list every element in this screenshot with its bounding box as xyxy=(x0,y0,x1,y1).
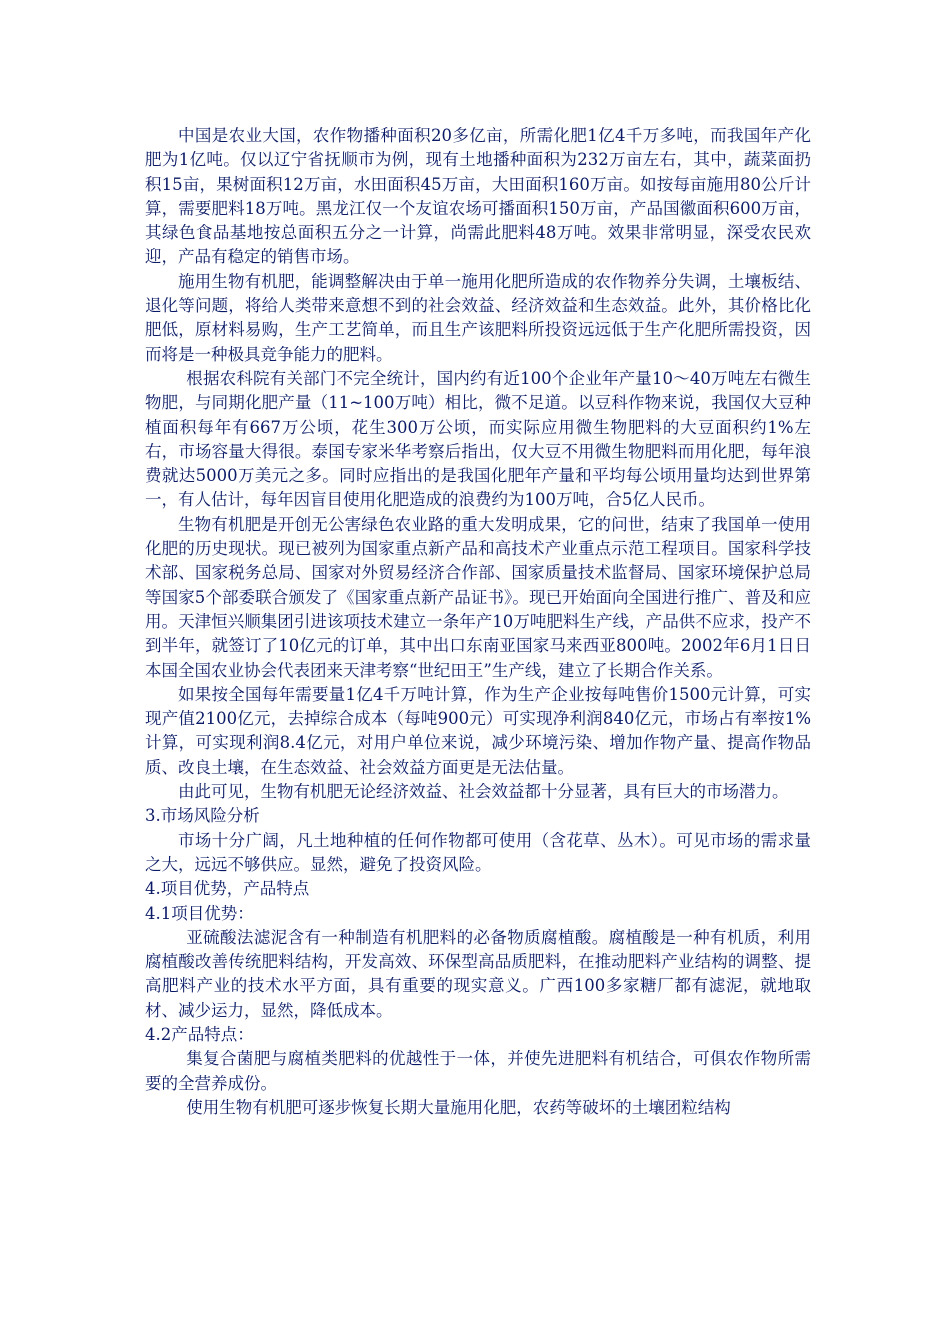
section-heading-project-advantages: 4.项目优势，产品特点 xyxy=(145,879,310,899)
paragraph-bio-fertilizer-benefits: 施用生物有机肥，能调整解决由于单一施用化肥所造成的农作物养分失调，土壤板结、退化等问题，将给人类带来意想不到的社会效益、经济效益和生态效益。此外，其价格比化肥低，原材料易购，生产工艺简单，而且生产该肥料所投资远远低于生产化肥所需投资，因而将是一种极具竞争能力的肥料。 xyxy=(145,271,811,364)
document-body xyxy=(145,124,811,1120)
paragraph-national-recognition: 生物有机肥是开创无公害绿色农业路的重大发明成果，它的问世，结束了我国单一使用化肥的历史现状。现已被列为国家重点新产品和高技术产业重点示范工程项目。国家科学技术部、国家税务总局、国家对外贸易经济合作部、国家质量技术监督局、国家环境保护总局等国家5个部委联合颁发了《国家重点新产品证书》。现已开始面向全国进行推广、普及和应用。天津恒兴顺集团引进该项技术建立一条年产10万吨肥料生产线，产品供不应求，投产不到半年，就签订了10亿元的订单，其中出口东南亚国家马来西亚800吨。2002年6月1日日本国全国农业协会代表团来天津考察“世纪田王”生产线，建立了长期合作关系。 xyxy=(145,514,811,680)
paragraph-conclusion: 由此可见，生物有机肥无论经济效益、社会效益都十分显著，具有巨大的市场潜力。 xyxy=(178,782,789,802)
paragraph-humic-acid: 亚硫酸法滤泥含有一种制造有机肥料的必备物质腐植酸。腐植酸是一种有机质，利用腐植酸改善传统肥料结构，开发高效、环保型高品质肥料，在推动肥料产业结构的调整、提高肥料产业的技术水平方面，具有重要的现实意义。广西100多家糖厂都有滤泥，就地取材、减少运力，显然，降低成本。 xyxy=(145,927,811,1020)
subsection-heading-project-advantages: 4.1项目优势： xyxy=(145,903,254,923)
paragraph-market-risk: 市场十分广阔，凡土地种植的任何作物都可使用（含花草、丛木）。可见市场的需求量之大，远远不够供应。显然，避免了投资风险。 xyxy=(145,830,811,874)
paragraph-profit-estimate: 如果按全国每年需要量1亿4千万吨计算，作为生产企业按每吨售价1500元计算，可实现产值2100亿元，去掉综合成本（每吨900元）可实现净利润840亿元，市场占有率按1%计算，可实现利润8.4亿元，对用户单位来说，减少环境污染、增加作物产量、提高作物品质、改良土壤，在生态效益、社会效益方面更是无法估量。 xyxy=(145,684,811,777)
paragraph-product-features: 集复合菌肥与腐植类肥料的优越性于一体，并使先进肥料有机结合，可俱农作物所需要的全营养成份。 xyxy=(145,1049,811,1093)
section-heading-market-risk: 3.市场风险分析 xyxy=(145,806,260,826)
subsection-heading-product-features: 4.2产品特点： xyxy=(145,1024,254,1044)
paragraph-soil-restoration: 使用生物有机肥可逐步恢复长期大量施用化肥，农药等破坏的土壤团粒结构 xyxy=(186,1097,731,1117)
paragraph-production-statistics: 根据农科院有关部门不完全统计，国内约有近100个企业年产量10～40万吨左右微生物肥，与同期化肥产量（11~100万吨）相比，微不足道。以豆科作物来说，我国仅大豆种植面积每年有667万公顷，花生300万公顷，而实际应用微生物肥料的大豆面积约1%左右，市场容量大得很。泰国专家米华考察后指出，仅大豆不用微生物肥料而用化肥，每年浪费就达5000万美元之多。同时应指出的是我国化肥年产量和平均每公顷用量均达到世界第一，有人估计，每年因盲目使用化肥造成的浪费约为100万吨，合5亿人民币。 xyxy=(145,368,811,510)
paragraph-market-demand: 中国是农业大国，农作物播种面积20多亿亩，所需化肥1亿4千万多吨，而我国年产化肥为1亿吨。仅以辽宁省抚顺市为例，现有土地播种面积为232万亩左右，其中，蔬菜面扔积15亩，果树面积12万亩，水田面积45万亩，大田面积160万亩。如按每亩施用80公斤计算，需要肥料18万吨。黑龙江仅一个友谊农场可播面积150万亩，产品国徽面积600万亩，其绿色食品基地按总面积五分之一计算，尚需此肥料48万吨。效果非常明显，深受农民欢迎，产品有稳定的销售市场。 xyxy=(145,126,811,267)
